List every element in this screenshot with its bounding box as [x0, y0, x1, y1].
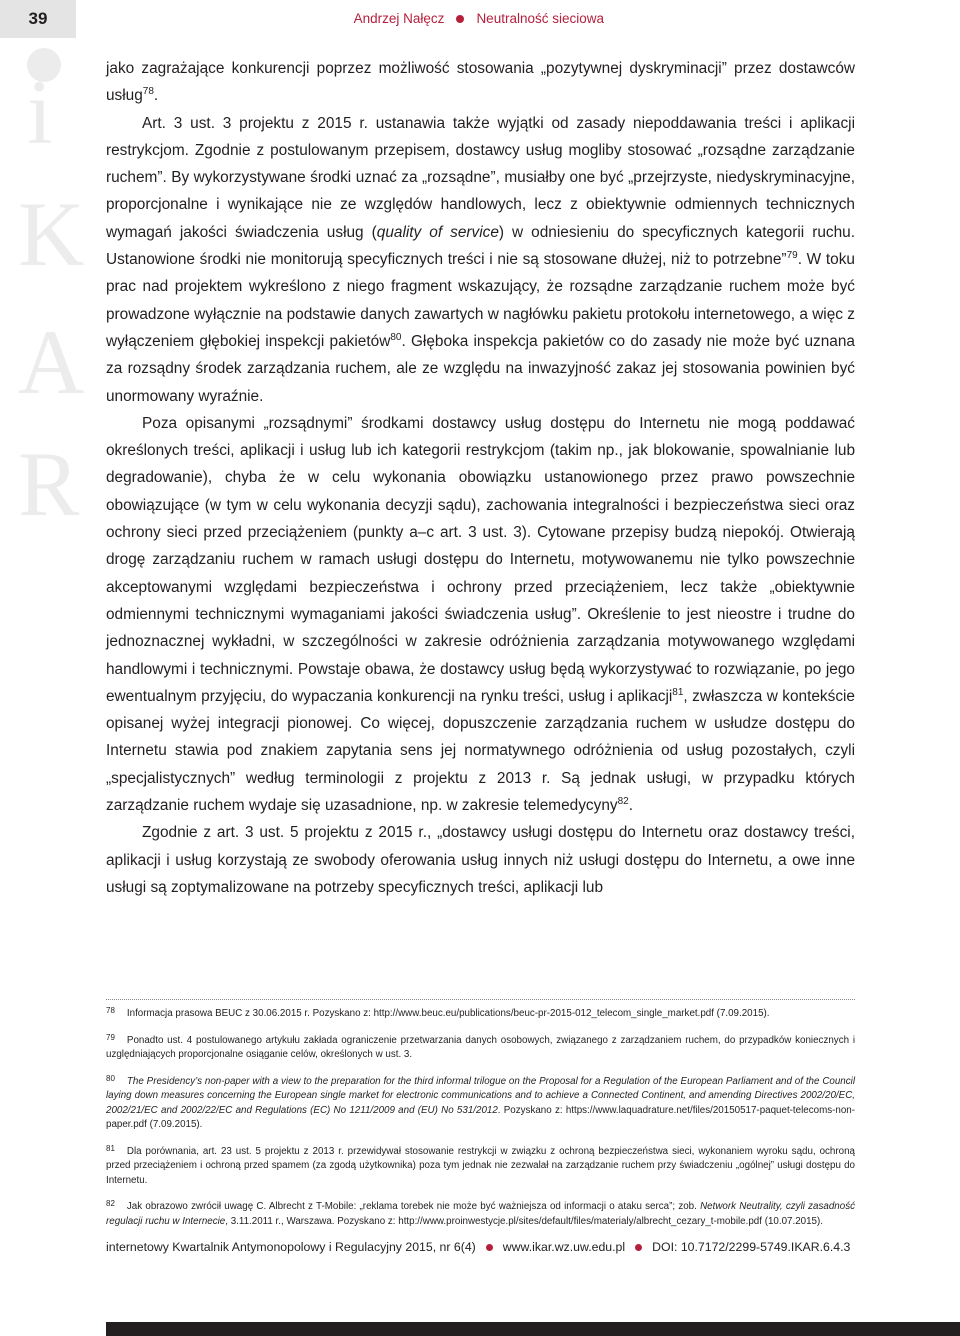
bottom-bar [106, 1322, 960, 1336]
running-header [354, 11, 604, 26]
footnote-82: 82 Jak obrazowo zwrócił uwagę C. Albrecht z T-Mobile: „reklama torebek nie może być ważniejsza od informacji o ataku serca”; zob. Network Neutrality, czyli zasadność regulacji ruchu w Internecie, 3.11.2011 r., Warszawa. Pozyskano z: http://www.proinwestycje.pl/sites/default/files/materialy/albrecht_cezary_t-mobile.pdf (10.07.2015). [106, 1199, 855, 1227]
footnote-81: 81 Dla porównania, art. 23 ust. 5 projektu z 2013 r. przewidywał stosowanie restrykcji w związku z ochroną bezpieczeństwa sieci, wykonaniem wyroku sądu, ochroną przed przeciążeniem i ochroną przed spamem (za zgodą użytkownika) poza tym jednak nie zezwalał na zarządzanie ruchem przy świadczeniu „ogólnej” usługi dostępu do Internetu. [106, 1143, 855, 1186]
bullet-dot-icon [486, 1244, 493, 1251]
footer-doi: DOI: 10.7172/2299-5749.IKAR.6.4.3 [652, 1240, 851, 1254]
ikar-logo-sidebar [0, 38, 98, 558]
bullet-dot-icon [456, 15, 464, 23]
page-footer [106, 1240, 866, 1254]
italic-term: quality of service [376, 223, 499, 241]
page-number-text: 39 [28, 9, 48, 28]
footer-journal: internetowy Kwartalnik Antymonopolowy i Regulacyjny 2015, nr 6(4) [106, 1240, 476, 1254]
main-text [106, 55, 855, 901]
bullet-dot-icon [635, 1244, 642, 1251]
footnotes [106, 1004, 855, 1238]
paragraph-4: Zgodnie z art. 3 ust. 5 projektu z 2015 r., „dostawcy usługi dostępu do Internetu oraz dostawcy treści, aplikacji i usług korzystają ze swobody oferowania usług innych niż usługi dostępu do Internetu, a owe inne usługi są zoptymalizowane na potrzeby specyficznych treści, aplikacji lub [106, 824, 855, 896]
footnote-ref-81: 81 [672, 686, 684, 698]
paragraph-2: Art. 3 ust. 3 projektu z 2015 r. ustanawia także wyjątki od zasady niepoddawania treści i aplikacji restrykcjom. Zgodnie z postulowanym przepisem, dostawcy usług mogliby stosować „rozsądne zarządzanie ruchem”. By wykorzystywane środki uznać za „rozsądne”, musiałby one być „przejrzyste, niedyskryminacyjne, proporcjonalne i wynikające nie ze względów handlowych, lecz z obiektywnie odmiennych technicznych wymagań jakości świadczenia usług (quality of service) w odniesieniu do specyficznych kategorii ruchu. Ustanowione środki nie monitorują specyficznych treści i nie są stosowane dłużej, niż to potrzebne”$^{79}$. W toku prac nad projektem wykreślono z niego fragment wskazujący, że rozsądne zarządzanie ruchem może być prowadzone wyłącznie na podstawie danych zawartych w nagłówku pakietu protokołu internetowego, a więc z wyłączeniem głębokiej inspekcji pakietów$^{80}$. Głęboka inspekcja pakietów co do zasady nie może być uznana za rozsądny środek zarządzania ruchem, ale ze względu na inwazyjność zakaz jej stosowania powinien być unormowany wyraźnie. [106, 114, 855, 405]
paragraph-3: Poza opisanymi „rozsądnymi” środkami dostawcy usług dostępu do Internetu nie mogą poddawać określonych treści, aplikacji i usług lub ich kategorii restrykcjom (takim np., jak blokowanie, spowalnianie lub degradowanie), chyba że w celu wykonania obowiązku ustanowionego przez prawo powszechnie obowiązujące (w tym w celu wykonania decyzji sądu), zachowania integralności i bezpieczeństwa sieci oraz ochrony sieci przed przeciążeniem (punkty a–c art. 3 ust. 3). Cytowane przepisy budzą niepokój. Otwierają drogę zarządzaniu ruchem w ramach usługi dostępu do Internetu, motywowanemu nie tylko powszechnie akceptowanymi względami bezpieczeństwa i ochrony przed przeciążeniem, lecz także „obiektywnie odmiennymi technicznymi wymaganiami jakości świadczenia usług”. Określenie to jest nieostre i trudne do jednoznacznej wykładni, w szczególności w zakresie odróżnienia zarządzania motywowanego względami handlowymi i technicznymi. Powstaje obawa, że dostawcy usług będą wykorzystywać to rozwiązanie, po jego ewentualnym przyjęciu, do wypaczania konkurencji na rynku treści, usług i aplikacji$^{81}$, zwłaszcza w kontekście opisanej wyżej integracji pionowej. Co więcej, dopuszczenie zarządzania ruchem w usłudze dostępu do Internetu stawia pod znakiem zapytania sens jej normatywnego odróżnienia od usług pozostałych, czyli „specjalistycznych” według terminologii z projektu z 2013 r. Są jednak usługi, w przypadku których zarządzanie ruchem wydaje się uzasadnione, np. w zakresie telemedycyny$^{82}$. [106, 414, 855, 815]
page-number [0, 0, 76, 38]
footnote-ref-82: 82 [617, 796, 629, 808]
header-title: Neutralność sieciowa [476, 11, 604, 26]
footer-url: www.ikar.wz.uw.edu.pl [502, 1240, 626, 1254]
footnote-ref-78: 78 [142, 86, 154, 98]
header-author: Andrzej Nałęcz [353, 11, 445, 26]
logo-letter-r: R [18, 433, 80, 535]
logo-letter-k: K [18, 183, 85, 285]
footnote-80: 80 The Presidency’s non-paper with a view to the preparation for the third informal trilogue on the Proposal for a Regulation of the European Parliament and of the Council laying down measures concerning the European single market for electronic communications and to achieve a Connected Continent, and amending Directives 2002/20/EC, 2002/21/EC and 2002/22/EC and Regulations (EC) No 1211/2009 and (EU) No 531/2012. Pozyskano z: https://www.laquadrature.net/files/20150517-paquet-telecoms-non-paper.pdf (7.09.2015). [106, 1073, 855, 1130]
footnote-79: 79 Ponadto ust. 4 postulowanego artykułu zakłada ograniczenie przetwarzania danych osobowych, związanego z zarządzaniem ruchem, do przypadków koniecznych i uzględniających proporcjonalne osiąganie celów, określonych w ust. 3. [106, 1032, 855, 1060]
footnote-78: 78 Informacja prasowa BEUC z 30.06.2015 r. Pozyskano z: http://www.beuc.eu/publications/beuc-pr-2015-012_telecom_single_market.pdf (7.09.2015). [106, 1006, 770, 1019]
footnote-ref-79: 79 [786, 250, 798, 262]
footnote-divider [106, 999, 855, 1000]
paragraph-1: jako zagrażające konkurencji poprzez możliwość stosowania „pozytywnej dyskryminacji” przez dostawców usług$^{78}$. [106, 60, 855, 105]
logo-letter-a: A [18, 311, 85, 413]
logo-letter-i: i [27, 61, 53, 163]
footnote-ref-80: 80 [390, 331, 402, 343]
